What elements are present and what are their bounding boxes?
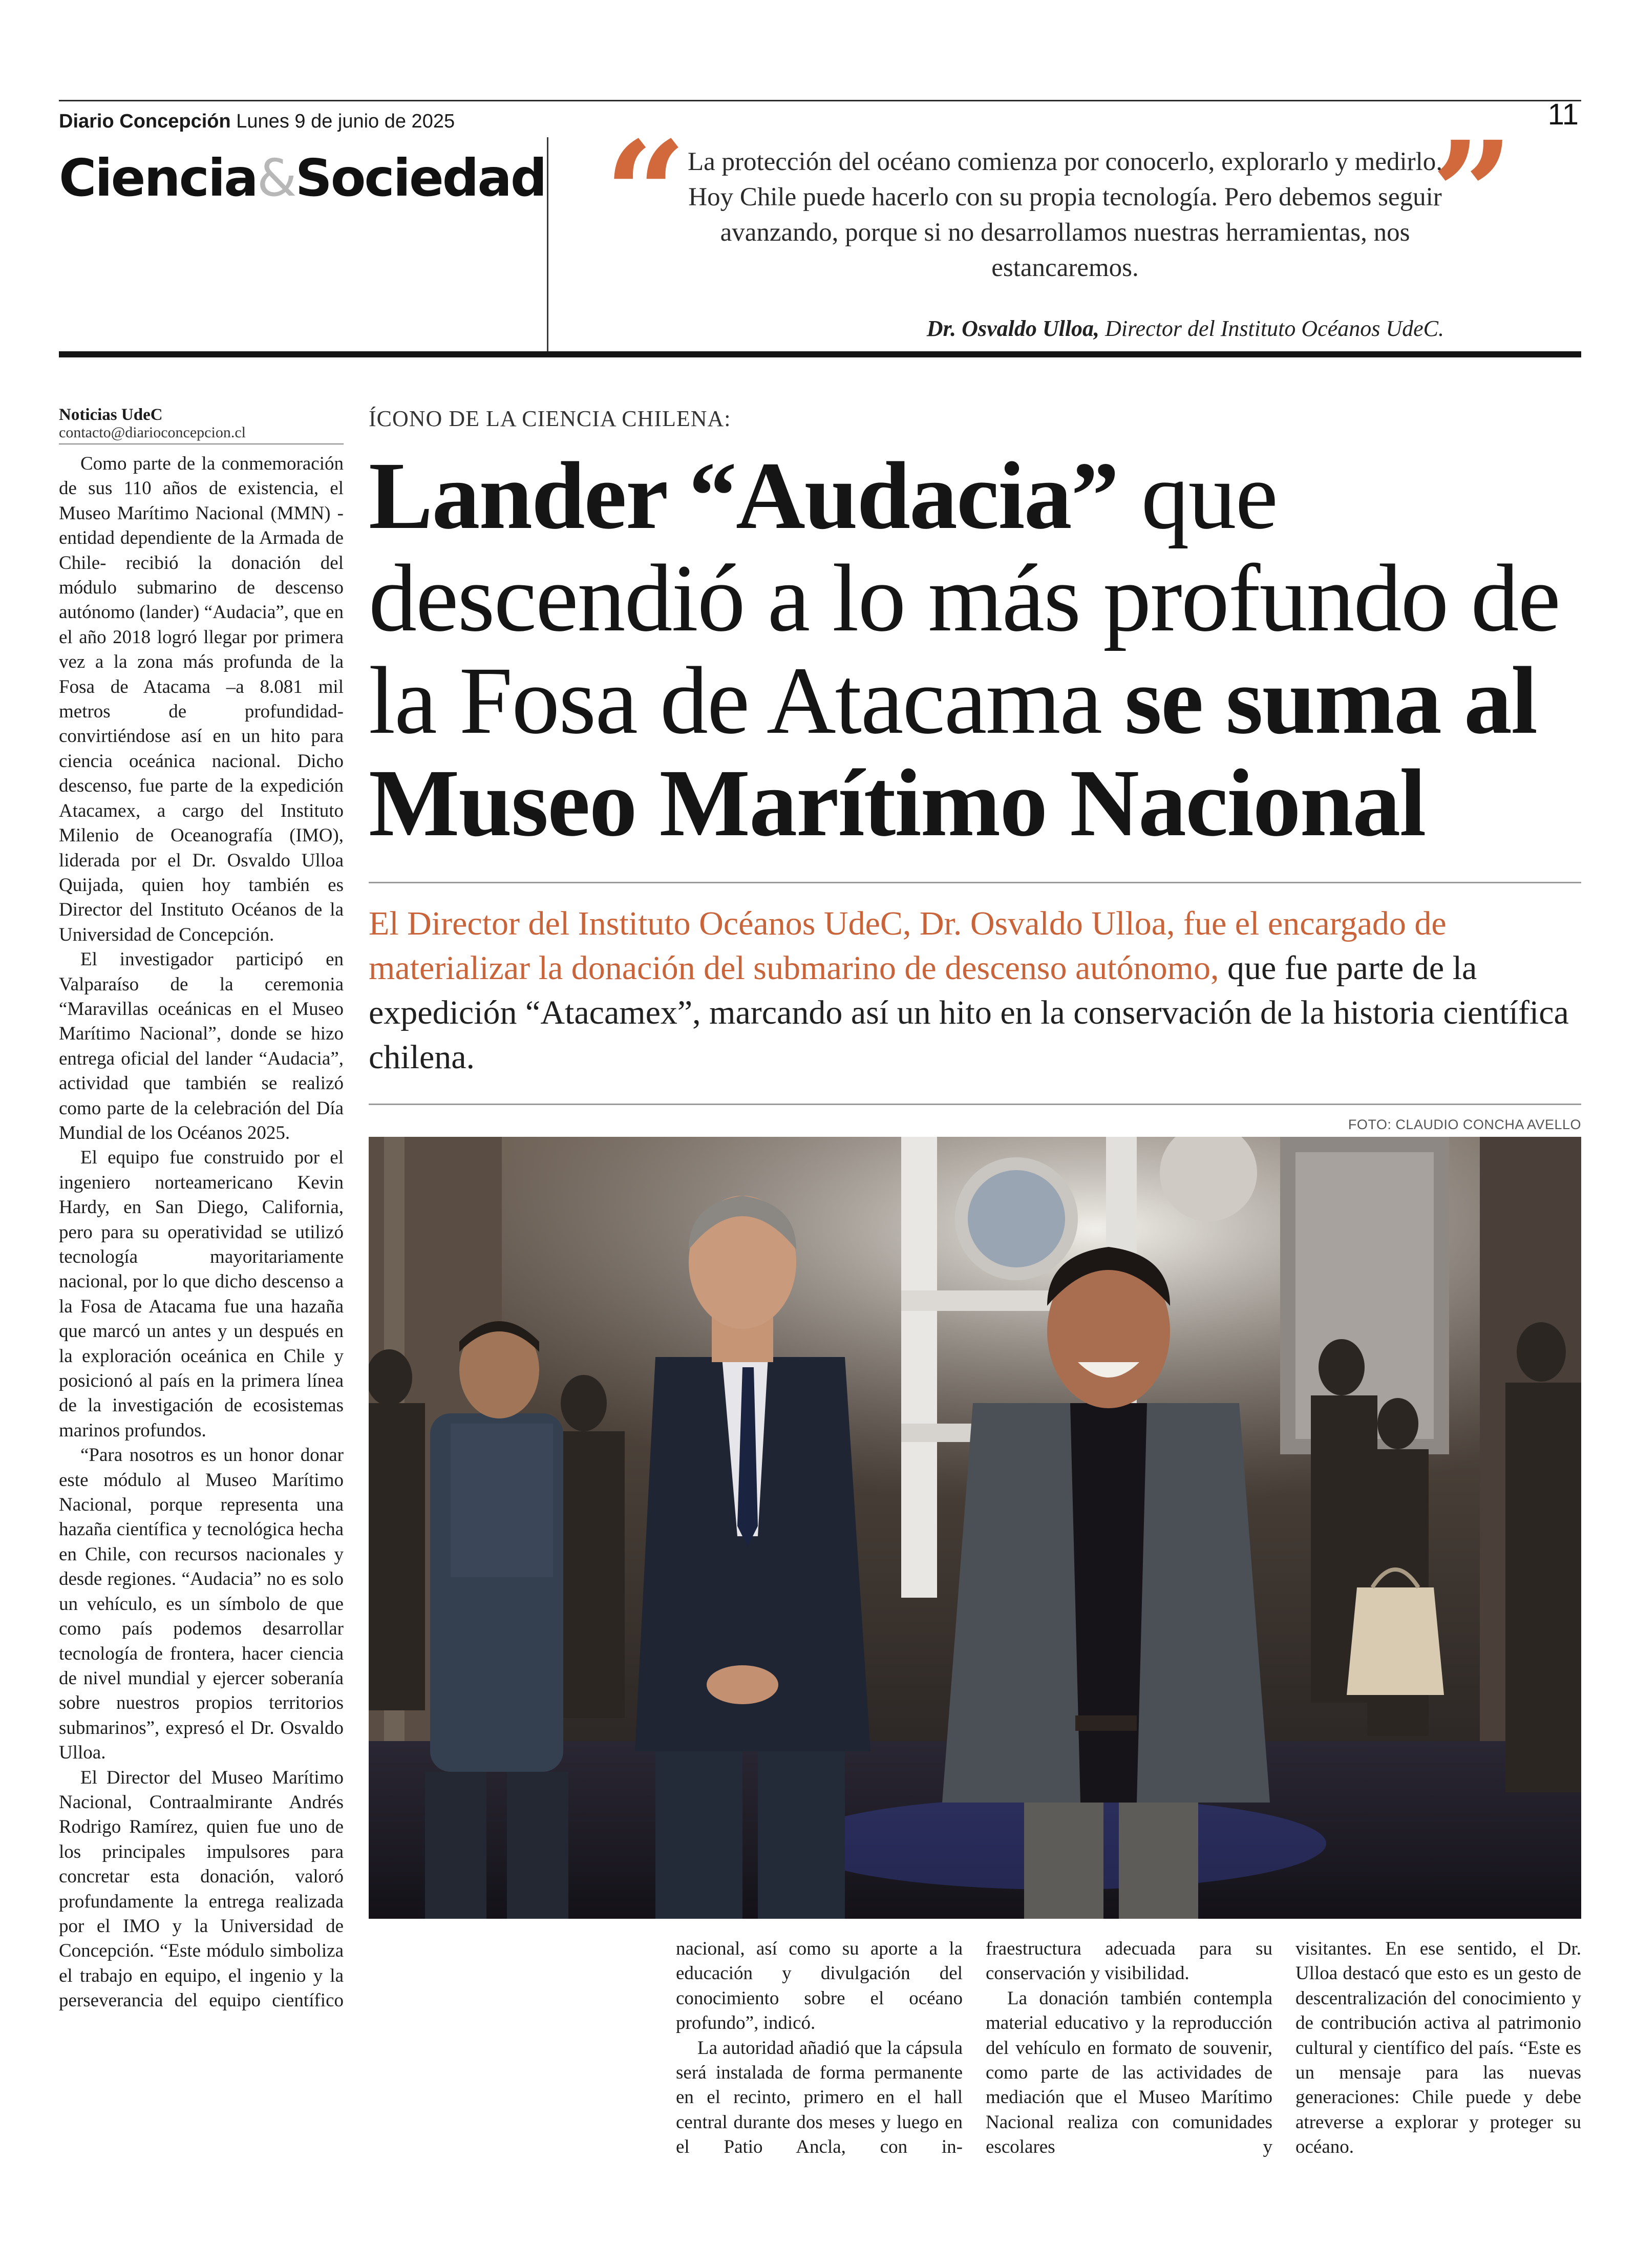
lead-rule: [369, 1104, 1581, 1105]
headline-bold-part2: se suma al Museo Marítimo Nacional: [369, 647, 1537, 856]
headline-regular-part: que descendió a lo más profundo de la Fosa de Atacama: [369, 442, 1560, 754]
attribution-name: Dr. Osvaldo Ulloa,: [926, 316, 1100, 341]
newspaper-name: Diario Concepción: [59, 111, 231, 132]
publication-date: Lunes 9 de junio de 2025: [236, 111, 455, 132]
article-body-column-2: [676, 1937, 963, 2160]
section-title-part2: Sociedad: [295, 148, 546, 208]
folio-rule: [59, 100, 1581, 101]
paragraph: visitantes. En ese sentido, el Dr. Ulloa destacó que esto es un gesto de descentralización del conocimiento y de contribución activa al patrimonio cultural y científico del país. “Este es un mensaje para las nuevas generaciones: Chile puede y debe atreverse a explorar y proteger su océano.: [1295, 1938, 1581, 2158]
photo-illustration: [369, 1137, 1581, 1919]
section-title-ampersand: &: [257, 148, 295, 208]
paragraph: nacional, así como su aporte a la educación y divulgación del conocimiento sobre el océano profundo”, indicó.: [676, 1938, 963, 2034]
article-photo: [369, 1137, 1581, 1919]
paragraph: Como parte de la conmemoración de sus 110 años de existencia, el Museo Marítimo Nacional (MMN) -entidad dependiente de la Armada de Chile- recibió la donación del módulo submarino de descenso autónomo (lander) “Audacia”, que en el año 2018 logró llegar por primera vez a la zona más profunda de la Fosa de Atacama –a 8.081 mil metros de profundidad- convirtiéndose así en un hito para ciencia oceánica nacional. Dicho descenso, fue parte de la expedición Atacamex, a cargo del Instituto Milenio de Oceanografía (IMO), liderada por el Dr. Osvaldo Ulloa Quijada, quien hoy también es Director del Instituto Océanos de la Universidad de Concepción.: [59, 453, 344, 945]
byline-email[interactable]: contacto@diarioconcepcion.cl: [59, 424, 246, 441]
paragraph: La donación también contempla material educativo y la reproducción del vehículo en formato de souvenir, como parte de las actividades de mediación que el Museo Marítimo Nacional realiza con comunidades escolares y: [986, 1987, 1272, 2158]
close-quote-mark: ”: [1431, 110, 1514, 279]
paragraph: La autoridad añadió que la cápsula será instalada de forma permanente en el recinto, primero en el hall central durante dos meses y luego en el Patio Ancla, con in-: [676, 2037, 963, 2158]
pull-quote-text: La protección del océano comienza por conocerlo, explorarlo y medirlo. Hoy Chile puede hacerlo con su propia tecnología. Pero debemos seguir avanzando, porque si no desarrollamos nuestras herramientas, nos estancaremos.: [687, 147, 1443, 282]
open-quote-mark: “: [604, 110, 687, 279]
headline: [369, 444, 1587, 854]
paragraph: El Director del Museo Marítimo Nacional, Contraalmirante Andrés Rodrigo Ramírez, quien fue uno de los principales impulsores para concretar esta donación, valoró profundamente la entrega realizada por el IMO y la Universidad de Concepción. “Este módulo simboliza el trabajo en equipo, el ingenio y la perseverancia del equipo científico: [59, 1767, 344, 2011]
lead-accent: El Director del Instituto Océanos UdeC, Dr. Osvaldo Ulloa, fue el encargado de materializar la donación del submarino de descenso autónomo,: [369, 905, 1447, 987]
attribution-role: Director del Instituto Océanos UdeC.: [1099, 316, 1444, 341]
article-body-column-4: [1295, 1937, 1581, 2160]
photo-credit: FOTO: CLAUDIO CONCHA AVELLO: [1348, 1117, 1581, 1132]
article-body-column-3: [986, 1937, 1272, 2160]
article-body-left-column: [59, 452, 344, 2013]
page-number: 11: [1547, 98, 1579, 131]
paragraph: “Para nosotros es un honor donar este módulo al Museo Marítimo Nacional, porque representa una hazaña científica y tecnológica hecha en Chile, con recursos nacionales y desde regiones. “Audacia” no es solo un vehículo, es un símbolo de que como país podemos desarrollar tecnología de frontera, hacer ciencia de nivel mundial y ejercer soberanía sobre nuestros propios territorios submarinos”, expresó el Dr. Osvaldo Ulloa.: [59, 1445, 344, 1764]
section-title-part1: Ciencia: [59, 148, 257, 208]
lead-rest: que fue parte de la expedición “Atacamex”, marcando así un hito en la conservación de la historia científica chilena.: [369, 949, 1569, 1076]
section-title: [59, 147, 545, 209]
paragraph: El equipo fue construido por el ingeniero norteamericano Kevin Hardy, en San Diego, California, pero para su operatividad se utilizó tecnología mayoritariamente nacional, por lo que dicho descenso a la Fosa de Atacama fue una hazaña que marcó un antes y un después en la exploración oceánica en Chile y posicionó al país en la primera línea de la investigación de ecosistemas marinos profundos.: [59, 1147, 344, 1441]
headline-rule: [369, 882, 1581, 883]
lead-paragraph: [369, 901, 1587, 1079]
byline-rule: [59, 443, 344, 444]
header-divider: [547, 137, 548, 352]
kicker: ÍCONO DE LA CIENCIA CHILENA:: [369, 406, 731, 431]
folio-dateline: [59, 108, 455, 135]
byline-name: Noticias UdeC: [59, 406, 163, 424]
pull-quote-attribution: [686, 313, 1444, 344]
paragraph: El investigador participó en Valparaíso de la ceremonia “Maravillas oceánicas en el Museo Marítimo Nacional”, donde se hizo entrega oficial del lander “Audacia”, actividad que también se realizó como parte de la celebración del Día Mundial de los Océanos 2025.: [59, 949, 344, 1143]
headline-bold-part1: Lander “Audacia”: [369, 442, 1118, 549]
paragraph: fraestructura adecuada para su conservación y visibilidad.: [986, 1938, 1272, 1984]
header-rule: [59, 351, 1581, 357]
